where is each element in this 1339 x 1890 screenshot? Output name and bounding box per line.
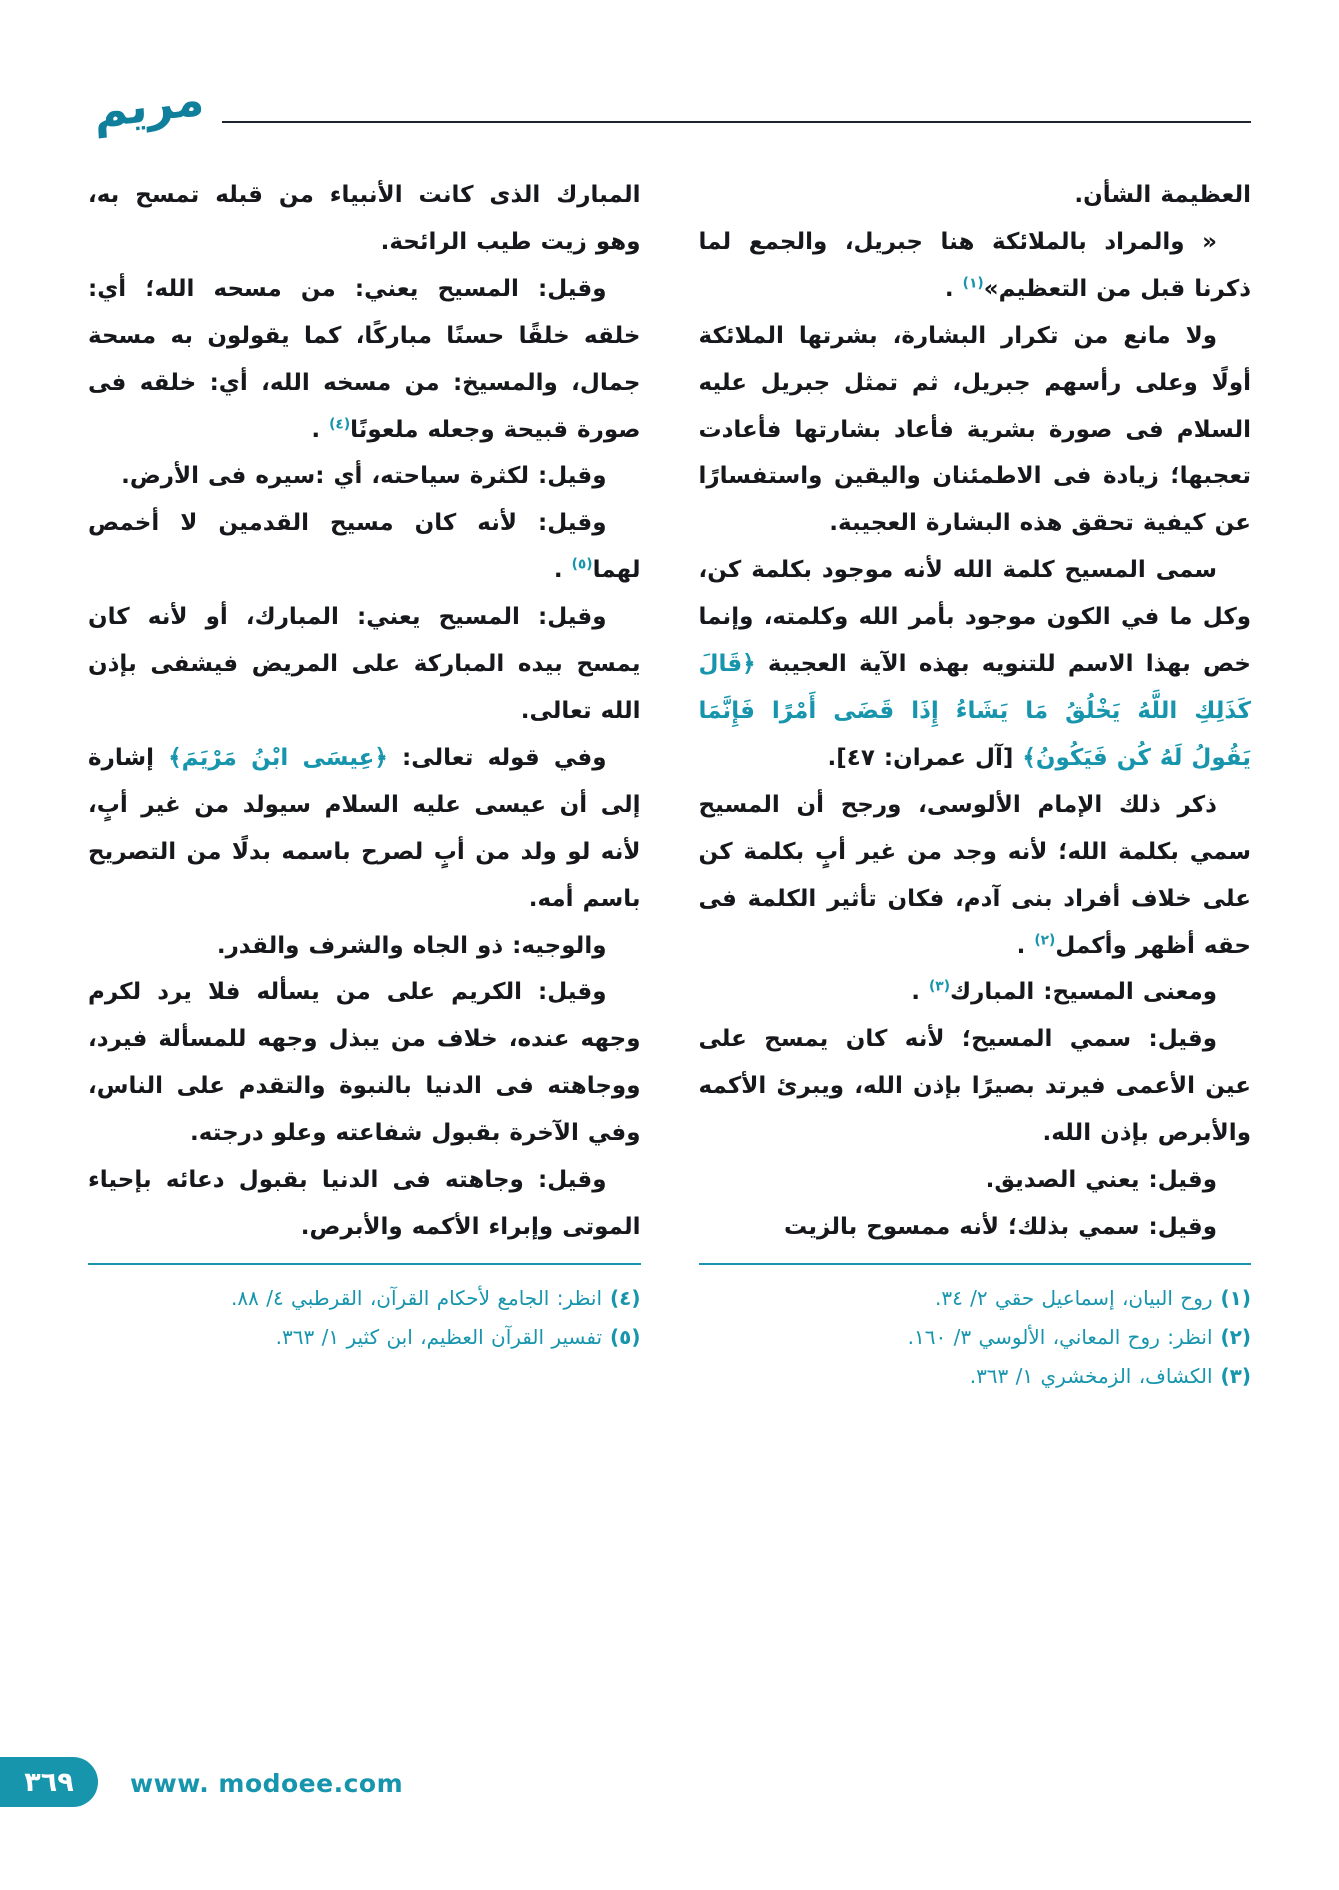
footnote-number: (٢) (1212, 1324, 1251, 1349)
column-left-paragraphs (88, 172, 641, 1251)
quran-verse: ﴿قَالَ كَذَلِكِ اللَّهُ يَخْلُقُ مَا يَشَاءُ إِذَا قَضَى أَمْرًا فَإِنَّمَا يَقُولُ لَهُ كُن فَيَكُونُ﴾ (698, 651, 1251, 771)
footnote-number: (٣) (1212, 1363, 1251, 1388)
body-text: . (1016, 932, 1035, 959)
body-text: وقيل: الكريم على من يسأله فلا يرد لكرم وجهه عنده، خلاف من يبذل وجهه للمسألة فيرد، ووجاهته فى الدنيا بالنبوة والتقدم على الناس، وفي الآخرة بقبول شفاعته وعلو درجته. (88, 979, 641, 1147)
page-number: ٣٦٩ (24, 1766, 74, 1798)
body-text: ولا مانع من تكرار البشارة، بشرتها الملائكة أولًا وعلى رأسهم جبريل، ثم تمثل جبريل عليه السلام فى صورة بشرية فأعاد بشارتها فأعادت تعجبها؛ زيادة فى الاطمئنان واليقين واستفسارًا عن كيفية تحقق هذه البشارة العجيبة. (698, 322, 1251, 537)
body-text: [آل عمران: ٤٧]. (827, 744, 1023, 771)
column-left (88, 172, 641, 1396)
body-text: وقيل: لكثرة سياحته، أي :سيره فى الأرض. (121, 463, 607, 490)
page-number-badge (0, 1757, 98, 1807)
paragraph (88, 500, 641, 594)
footnote-text: تفسير القرآن العظيم، ابن كثير ١/ ٣٦٣. (275, 1324, 603, 1349)
body-text: ذكر ذلك الإمام الألوسى، ورجح أن المسيح سمي بكلمة الله؛ لأنه وجد من غير أبٍ بكلمة كن على خلاف أفراد بنى آدم، فكان تأثير الكلمة فى حقه أظهر وأكمل (698, 791, 1251, 959)
body-text: وقيل: وجاهته فى الدنيا بقبول دعائه بإحياء الموتى وإبراء الأكمه والأبرص. (88, 1167, 641, 1240)
quran-verse: ﴿عِيسَى ابْنُ مَرْيَمَ﴾ (168, 744, 388, 771)
footnote-number: (١) (1212, 1285, 1251, 1310)
paragraph (88, 172, 641, 266)
body-text: إشارة إلى أن عيسى عليه السلام سيولد من غير أبٍ، لأنه لو ولد من أبٍ لصرح باسمه بدلًا من التصريح باسم أمه. (88, 744, 641, 912)
paragraph (88, 453, 641, 500)
column-right (699, 172, 1252, 1396)
footnote-item (88, 1279, 641, 1318)
paragraph (699, 1204, 1252, 1251)
paragraph (88, 594, 641, 735)
footnote-item (88, 1318, 641, 1357)
footnote-ref-marker: (١) (962, 275, 984, 292)
paragraph (88, 1157, 641, 1251)
column-left-footnotes (88, 1279, 641, 1357)
paragraph (699, 547, 1252, 782)
body-text: . (553, 557, 572, 584)
footnote-ref-marker: (٤) (329, 415, 351, 432)
paragraph (699, 1157, 1252, 1204)
paragraph (88, 266, 641, 454)
body-text: . (911, 979, 929, 1006)
paragraph (699, 782, 1252, 970)
header-rule (222, 121, 1251, 123)
paragraph (88, 735, 641, 923)
footnote-ref-marker: (٣) (928, 978, 951, 995)
body-text: وقيل: المسيح يعني: من مسحه الله؛ أي: خلقه خلقًا حسنًا مباركًا، كما يقولون به مسحة جمال، والمسيخ: من مسخه الله، أي: خلقه فى صورة قبيحة وجعله ملعونًا (88, 275, 641, 443)
paragraph (699, 969, 1252, 1016)
body-text: « والمراد بالملائكة هنا جبريل، والجمع لما ذكرنا قبل من التعظيم» (698, 228, 1251, 302)
footnote-text: الكشاف، الزمخشري ١/ ٣٦٣. (969, 1363, 1213, 1388)
footnote-number: (٤) (602, 1285, 641, 1310)
body-text: والوجيه: ذو الجاه والشرف والقدر. (216, 932, 607, 959)
footnote-item (699, 1279, 1252, 1318)
body-text: العظيمة الشأن. (1074, 182, 1251, 208)
paragraph (699, 1016, 1252, 1157)
footnote-ref-marker: (٢) (1034, 931, 1056, 948)
paragraph (88, 923, 641, 970)
footnote-separator (699, 1263, 1252, 1265)
text-columns (88, 172, 1251, 1396)
body-text: وقيل: سمي المسيح؛ لأنه كان يمسح على عين الأعمى فيرتد بصيرًا بإذن الله، ويبرئ الأكمه والأبرص بإذن الله. (698, 1026, 1251, 1147)
footnote-ref-marker: (٥) (571, 556, 593, 573)
paragraph (699, 219, 1252, 313)
footnote-text: انظر: روح المعاني، الألوسي ٣/ ١٦٠. (907, 1324, 1213, 1349)
footnote-item (699, 1357, 1252, 1396)
footnote-item (699, 1318, 1252, 1357)
footnote-text: انظر: الجامع لأحكام القرآن، القرطبي ٤/ ٨٨. (231, 1285, 603, 1310)
body-text: وقيل: سمي بذلك؛ لأنه ممسوح بالزيت (784, 1213, 1217, 1240)
body-text: وفي قوله تعالى: (387, 744, 607, 771)
body-text: وقيل: لأنه كان مسيح القدمين لا أخمص لهما (88, 510, 641, 584)
footnote-text: روح البيان، إسماعيل حقي ٢/ ٣٤. (934, 1285, 1213, 1310)
surah-title-calligraphy: مريم (92, 71, 206, 139)
footnote-separator (88, 1263, 641, 1265)
page-header (88, 71, 1251, 139)
footnote-number: (٥) (602, 1324, 641, 1349)
body-text: المبارك الذى كانت الأنبياء من قبله تمسح به، وهو زيت طيب الرائحة. (88, 182, 641, 255)
website-url: www. modoee.com (130, 1769, 404, 1798)
body-text: وقيل: المسيح يعني: المبارك، أو لأنه كان يمسح بيده المباركة على المريض فيشفى بإذن الله تعالى. (88, 604, 641, 724)
body-text: ومعنى المسيح: المبارك (950, 979, 1217, 1006)
column-right-footnotes (699, 1279, 1252, 1396)
body-text: سمى المسيح كلمة الله لأنه موجود بكلمة كن، وكل ما في الكون موجود بأمر الله وكلمته، وإنما خص بهذا الاسم للتنويه بهذه الآية العجيبة (698, 557, 1251, 678)
body-text: . (944, 275, 963, 302)
body-text: . (311, 416, 330, 443)
paragraph (88, 969, 641, 1157)
paragraph (699, 313, 1252, 548)
column-right-paragraphs (699, 172, 1252, 1251)
paragraph (699, 172, 1252, 219)
body-text: وقيل: يعني الصديق. (985, 1167, 1217, 1194)
